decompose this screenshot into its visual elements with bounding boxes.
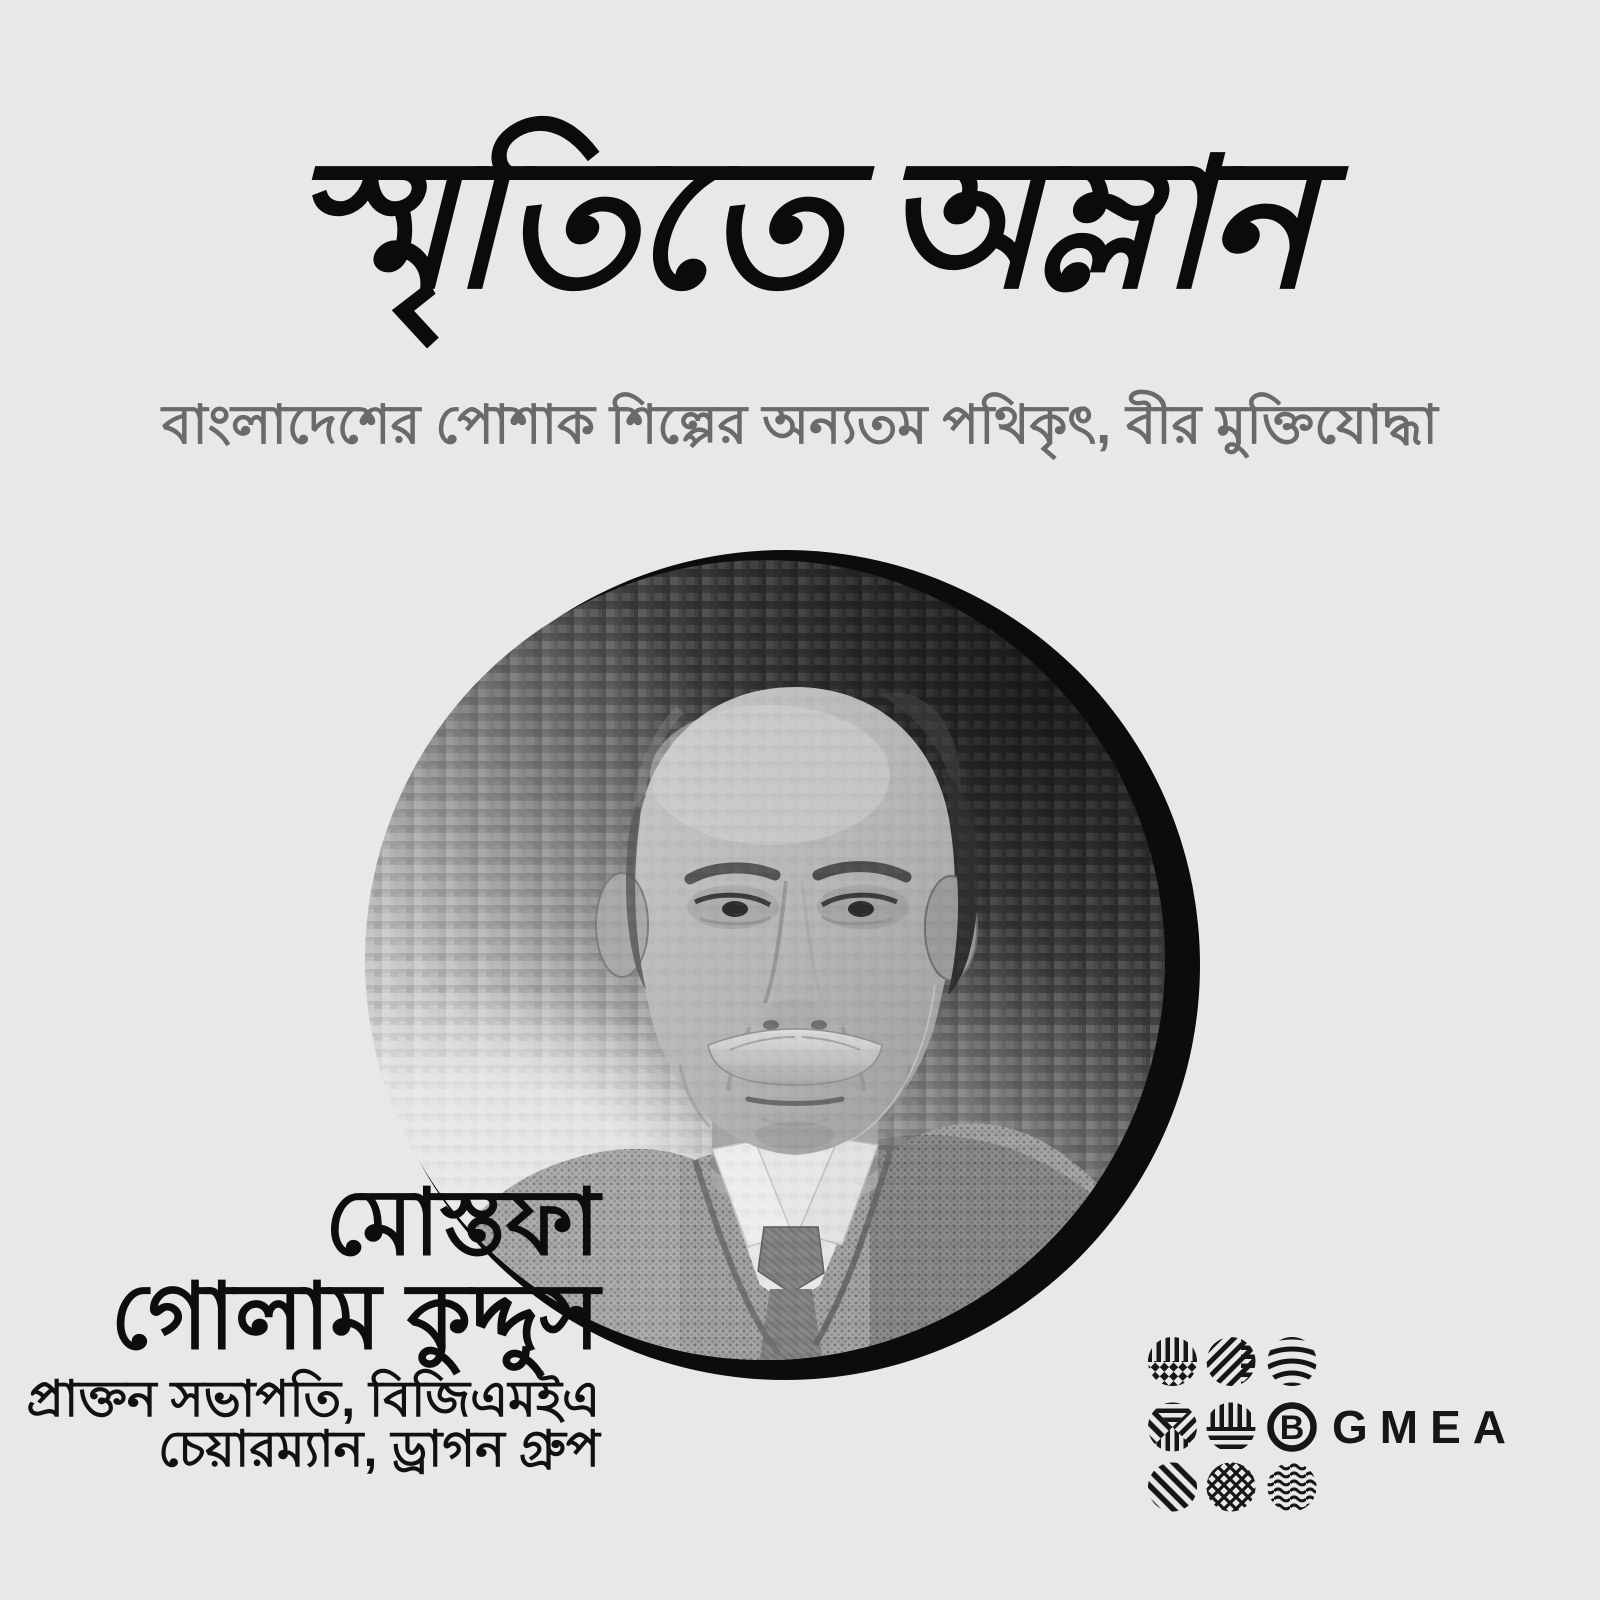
logo-letter-b: B	[1279, 1409, 1305, 1447]
logo-wordmark: GMEA	[1332, 1401, 1518, 1453]
person-name-line1: মোস্তফা	[324, 1172, 600, 1274]
calligraphy-title: স্মৃতিতে অম্লান	[290, 124, 1310, 325]
person-name-block	[26, 1172, 600, 1477]
bgmea-logo-icon	[1146, 1335, 1536, 1515]
poster-subtitle: বাংলাদেশের পোশাক শিল্পের অন্যতম পথিকৃৎ, বীর মুক্তিযোদ্ধা	[162, 395, 1438, 455]
person-name-line2: গোলাম কুদ্দুস	[110, 1266, 600, 1368]
person-role-line1: প্রাক্তন সভাপতি, বিজিএমইএ	[26, 1371, 600, 1427]
person-role-line2: চেয়ারম্যান, ড্রাগন গ্রুপ	[158, 1421, 600, 1477]
bgmea-logo	[1146, 1335, 1536, 1515]
